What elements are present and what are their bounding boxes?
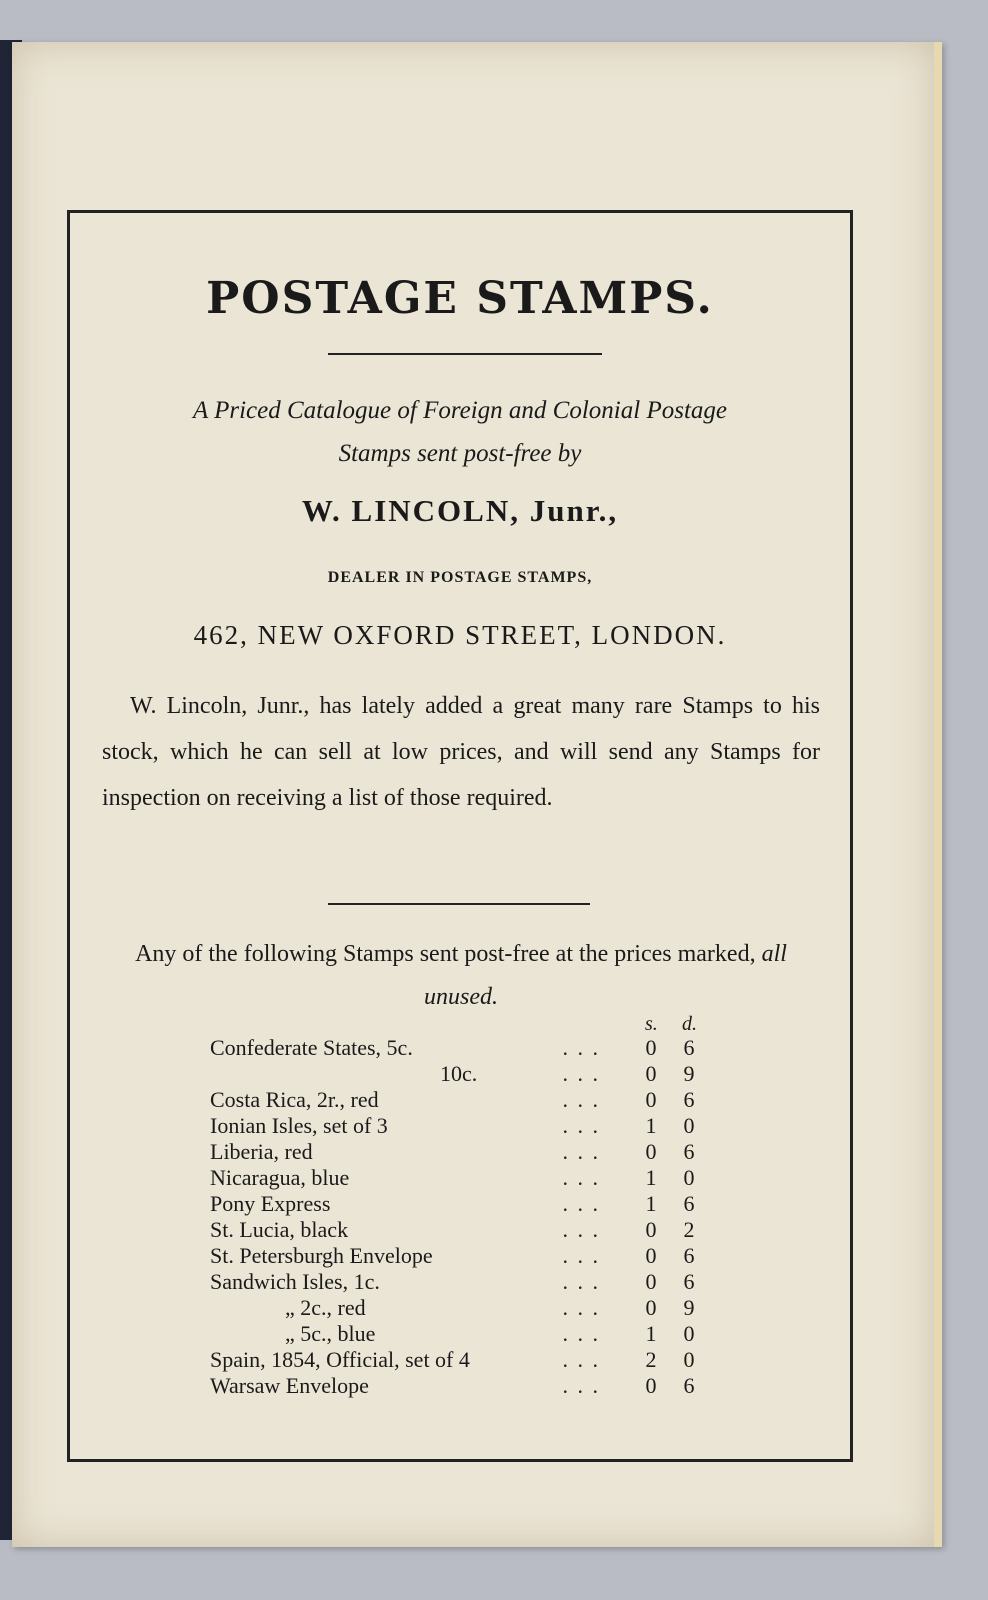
stamp-name: Warsaw Envelope [210,1373,369,1398]
price-shillings: 0 [645,1217,657,1242]
price-row [210,1061,730,1087]
price-pence: 0 [683,1347,695,1372]
price-list-intro-emphasis: all unused. [424,941,787,1010]
price-row [210,1087,730,1113]
price-shillings: 0 [645,1139,657,1164]
pence-header: d. [682,1013,697,1035]
price-shillings: 0 [645,1269,657,1294]
shillings-header: s. [645,1013,658,1035]
price-row [210,1269,730,1295]
price-row [210,1217,730,1243]
leader-dots: . . . [562,1321,600,1346]
price-shillings: 2 [645,1347,657,1372]
subtitle-line-2: Stamps sent post-free by [338,440,582,467]
leader-dots: . . . [562,1035,600,1060]
price-row [210,1113,730,1139]
price-pence: 0 [683,1165,695,1190]
leader-dots: . . . [562,1191,600,1216]
dealer-name: W. LINCOLN, Junr., [301,493,619,528]
price-table [210,1013,730,1399]
price-shillings: 1 [645,1165,657,1190]
catalogue-subtitle [90,389,830,475]
leader-dots: . . . [562,1295,600,1320]
leader-dots: . . . [562,1373,600,1398]
stamp-name: Liberia, red [210,1139,313,1164]
price-pence: 6 [683,1373,695,1398]
price-row [210,1295,730,1321]
leader-dots: . . . [562,1347,600,1372]
stamp-name: 10c. [440,1061,478,1086]
price-shillings: 0 [645,1295,657,1320]
price-pence: 6 [683,1191,695,1216]
dealer-address: 462, NEW OXFORD STREET, LONDON. [193,620,727,650]
price-row [210,1321,730,1347]
price-list-intro [102,933,820,1019]
price-pence: 0 [683,1113,695,1138]
price-row [210,1243,730,1269]
price-row [210,1373,730,1399]
dealer-role: DEALER IN POSTAGE STAMPS, [327,569,593,586]
price-row [210,1035,730,1061]
price-shillings: 1 [645,1113,657,1138]
page-border-frame [67,210,853,1462]
stamp-name: „ 5c., blue [285,1321,376,1346]
price-pence: 9 [683,1061,695,1086]
divider-middle [328,903,590,905]
price-shillings: 0 [645,1035,657,1060]
leader-dots: . . . [562,1087,600,1112]
price-shillings: 1 [645,1191,657,1216]
stamp-name: Confederate States, 5c. [210,1035,413,1060]
stamp-name: Pony Express [210,1191,331,1216]
price-shillings: 0 [645,1087,657,1112]
price-pence: 0 [683,1321,695,1346]
stamp-name: Nicaragua, blue [210,1165,350,1190]
stamp-name: Sandwich Isles, 1c. [210,1269,380,1294]
stamp-name: Spain, 1854, Official, set of 4 [210,1347,470,1372]
price-shillings: 0 [645,1373,657,1398]
price-row [210,1139,730,1165]
catalogue-page [12,42,942,1547]
leader-dots: . . . [562,1269,600,1294]
leader-dots: . . . [562,1061,600,1086]
intro-paragraph: W. Lincoln, Junr., has lately added a great many rare Stamps to his stock, which he can sell at low prices, and will send any Stamps for inspection on receiving a list of those required. [102,693,820,811]
stamp-name: Ionian Isles, set of 3 [210,1113,388,1138]
leader-dots: . . . [562,1139,600,1164]
price-row [210,1165,730,1191]
leader-dots: . . . [562,1217,600,1242]
stamp-name: St. Petersburgh Envelope [210,1243,433,1268]
price-table-header [210,1013,730,1035]
price-row [210,1191,730,1217]
subtitle-line-1: A Priced Catalogue of Foreign and Colonial Postage [193,397,727,424]
price-shillings: 0 [645,1061,657,1086]
stamp-name: Costa Rica, 2r., red [210,1087,379,1112]
price-pence: 6 [683,1269,695,1294]
leader-dots: . . . [562,1243,600,1268]
leader-dots: . . . [562,1113,600,1138]
price-pence: 6 [683,1035,695,1060]
price-shillings: 1 [645,1321,657,1346]
stamp-name: St. Lucia, black [210,1217,349,1242]
price-pence: 6 [683,1139,695,1164]
price-pence: 2 [683,1217,695,1242]
page-title: POSTAGE STAMPS. [206,273,714,324]
price-list-intro-text: Any of the following Stamps sent post-free at the prices marked, [135,941,756,967]
leader-dots: . . . [562,1165,600,1190]
price-pence: 6 [683,1087,695,1112]
divider-top [328,353,602,355]
price-pence: 9 [683,1295,695,1320]
stamp-name: „ 2c., red [285,1295,366,1320]
price-row [210,1347,730,1373]
price-pence: 6 [683,1243,695,1268]
price-shillings: 0 [645,1243,657,1268]
